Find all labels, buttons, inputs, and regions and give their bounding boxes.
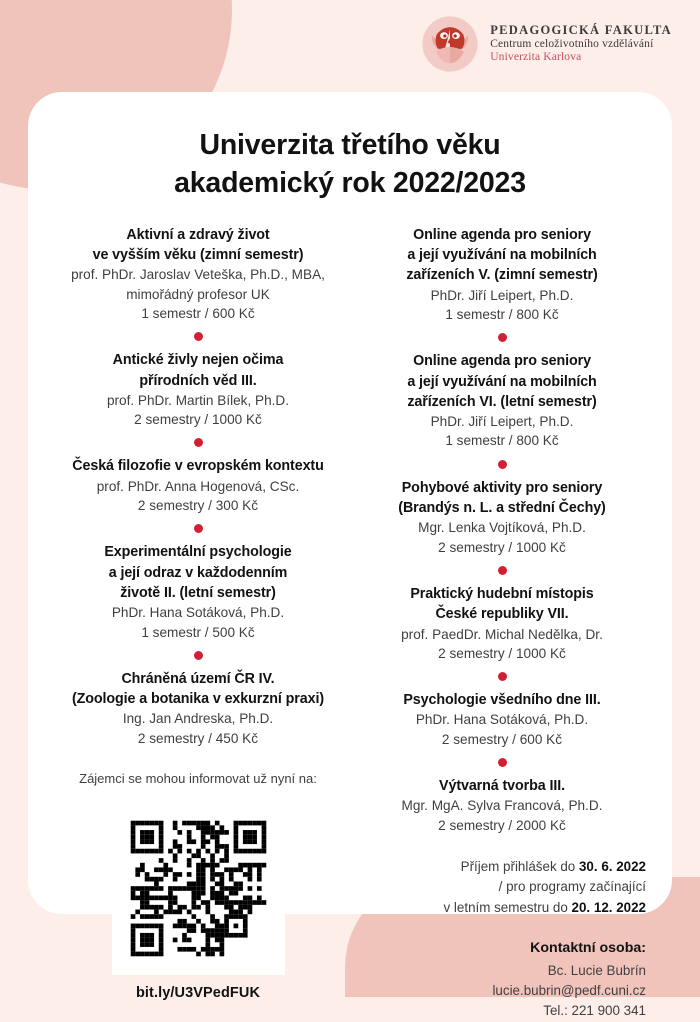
course-lecturer-line: PhDr. Jiří Leipert, Ph.D. bbox=[430, 414, 574, 430]
course-separator-dot-icon bbox=[498, 672, 507, 681]
course-lecturer-line: PhDr. Jiří Leipert, Ph.D. bbox=[430, 287, 574, 303]
course-separator-dot-icon bbox=[194, 332, 203, 341]
course-lecturer-line: mimořádný profesor UK bbox=[126, 286, 270, 302]
course-title-line: Antické živly nejen očima bbox=[112, 352, 284, 369]
course-price: 2 semestry / 1000 Kč bbox=[134, 412, 262, 428]
course-item bbox=[54, 225, 342, 323]
course-columns bbox=[52, 225, 648, 1022]
course-title-line: Experimentální psychologie bbox=[104, 544, 292, 561]
course-separator-dot-icon bbox=[498, 460, 507, 469]
course-title-line: Online agenda pro seniory bbox=[413, 353, 591, 370]
contact-person: Bc. Lucie Bubrín bbox=[547, 962, 646, 978]
page-title bbox=[52, 127, 648, 203]
course-separator-dot-icon bbox=[498, 566, 507, 575]
course-price: 2 semestry / 2000 Kč bbox=[438, 817, 566, 833]
course-title-line: ve vyšším věku (zimní semestr) bbox=[92, 247, 304, 264]
course-lecturer-line: prof. PhDr. Martin Bílek, Ph.D. bbox=[106, 392, 290, 408]
logo-line-faculty: PEDAGOGICKÁ FAKULTA bbox=[490, 23, 672, 38]
deadline-line-3 bbox=[358, 898, 646, 918]
page-title-line-2: akademický rok 2022/2023 bbox=[174, 166, 526, 199]
course-title-line: Online agenda pro seniory bbox=[413, 226, 591, 243]
course-title-line: Pohybové aktivity pro seniory bbox=[401, 479, 603, 496]
deadline-line-2: / pro programy začínající bbox=[498, 879, 646, 895]
course-lecturer-line: PhDr. Hana Sotáková, Ph.D. bbox=[415, 712, 589, 728]
application-deadline bbox=[358, 857, 646, 918]
course-title-line: Výtvarná tvorba III. bbox=[439, 778, 565, 795]
course-lecturer-line: Mgr. MgA. Sylva Francová, Ph.D. bbox=[401, 798, 603, 814]
course-lecturer-line: PhDr. Hana Sotáková, Ph.D. bbox=[111, 605, 285, 621]
course-title-line: životě II. (letní semestr) bbox=[120, 584, 276, 601]
course-lecturer-line: prof. PhDr. Anna Hogenová, CSc. bbox=[96, 478, 300, 494]
course-separator-dot-icon bbox=[194, 524, 203, 533]
course-title-line: Aktivní a zdravý život bbox=[126, 226, 270, 243]
course-title-line: Chráněná území ČR IV. bbox=[121, 670, 275, 687]
logo-wordmark bbox=[490, 23, 672, 65]
course-item bbox=[358, 776, 646, 835]
course-title-line: a její odraz v každodenním bbox=[108, 564, 288, 581]
course-item bbox=[54, 542, 342, 641]
page-title-line-1: Univerzita třetího věku bbox=[199, 129, 501, 161]
course-separator-dot-icon bbox=[498, 758, 507, 767]
course-lecturer-line: prof. PhDr. Jaroslav Veteška, Ph.D., MBA, bbox=[71, 267, 325, 283]
course-column-left bbox=[52, 225, 350, 1001]
course-title-line: přírodních věd III. bbox=[139, 372, 257, 389]
course-separator-dot-icon bbox=[194, 651, 203, 660]
course-title-line: a její využívání na mobilních bbox=[407, 247, 597, 264]
course-separator-dot-icon bbox=[194, 438, 203, 447]
qr-lead-text: Zájemci se mohou informovat už nyní na: bbox=[79, 771, 317, 787]
contact-heading: Kontaktní osoba: bbox=[530, 940, 646, 957]
qr-block bbox=[54, 770, 342, 1001]
deadline-line-1 bbox=[358, 857, 646, 877]
contact-email[interactable]: lucie.bubrin@pedf.cuni.cz bbox=[492, 982, 646, 998]
course-title-line: České republiky VII. bbox=[435, 606, 569, 623]
course-price: 1 semestr / 800 Kč bbox=[445, 306, 559, 322]
contact-block bbox=[358, 938, 646, 1022]
course-title-line: Psychologie všedního dne III. bbox=[403, 692, 601, 709]
course-price: 2 semestry / 1000 Kč bbox=[438, 539, 566, 555]
deadline-line-3-text: v letním semestru do bbox=[443, 899, 572, 915]
course-title-line: Praktický hudební místopis bbox=[410, 585, 594, 602]
contact-phone[interactable]: Tel.: 221 900 341 bbox=[543, 1003, 646, 1019]
course-title-line: zařízeních V. (zimní semestr) bbox=[406, 267, 598, 284]
course-item bbox=[358, 478, 646, 557]
course-item bbox=[358, 225, 646, 324]
course-column-right bbox=[350, 225, 648, 1022]
course-item bbox=[54, 456, 342, 515]
course-price: 1 semestr / 500 Kč bbox=[141, 624, 255, 640]
course-item bbox=[54, 669, 342, 748]
logo-line-university: Univerzita Karlova bbox=[490, 51, 582, 64]
course-title-line: (Zoologie a botanika v exkurzní praxi) bbox=[71, 691, 324, 708]
faculty-logo bbox=[420, 14, 672, 74]
qr-caption-link[interactable]: bit.ly/U3VPedFUK bbox=[135, 985, 261, 1002]
course-item bbox=[358, 690, 646, 749]
course-price: 2 semestry / 1000 Kč bbox=[438, 645, 566, 661]
course-price: 2 semestry / 450 Kč bbox=[137, 730, 259, 746]
course-title-line: Česká filozofie v evropském kontextu bbox=[72, 458, 324, 475]
logo-line-centre: Centrum celoživotního vzdělávání bbox=[490, 37, 654, 50]
course-lecturer-line: Ing. Jan Andreska, Ph.D. bbox=[122, 711, 274, 727]
course-lecturer-line: prof. PaedDr. Michal Nedělka, Dr. bbox=[401, 626, 603, 642]
course-item bbox=[54, 350, 342, 429]
deadline-date-secondary: 20. 12. 2022 bbox=[571, 899, 646, 915]
course-price: 1 semestr / 600 Kč bbox=[141, 305, 255, 321]
course-title-line: zařízeních VI. (letní semestr) bbox=[407, 393, 597, 410]
course-title-line: a její využívání na mobilních bbox=[407, 373, 597, 390]
deadline-date-primary: 30. 6. 2022 bbox=[578, 858, 646, 874]
course-item bbox=[358, 584, 646, 663]
content-card bbox=[28, 92, 672, 1019]
course-item bbox=[358, 351, 646, 450]
course-price: 2 semestry / 300 Kč bbox=[137, 498, 259, 514]
course-price: 2 semestry / 600 Kč bbox=[441, 731, 563, 747]
owl-logo-icon bbox=[420, 14, 480, 74]
qr-code[interactable] bbox=[112, 802, 285, 975]
course-separator-dot-icon bbox=[498, 333, 507, 342]
deadline-line-1-text: Příjem přihlášek do bbox=[460, 858, 579, 874]
course-price: 1 semestr / 800 Kč bbox=[445, 433, 559, 449]
course-lecturer-line: Mgr. Lenka Vojtíková, Ph.D. bbox=[418, 520, 586, 536]
course-title-line: (Brandýs n. L. a střední Čechy) bbox=[398, 500, 606, 517]
